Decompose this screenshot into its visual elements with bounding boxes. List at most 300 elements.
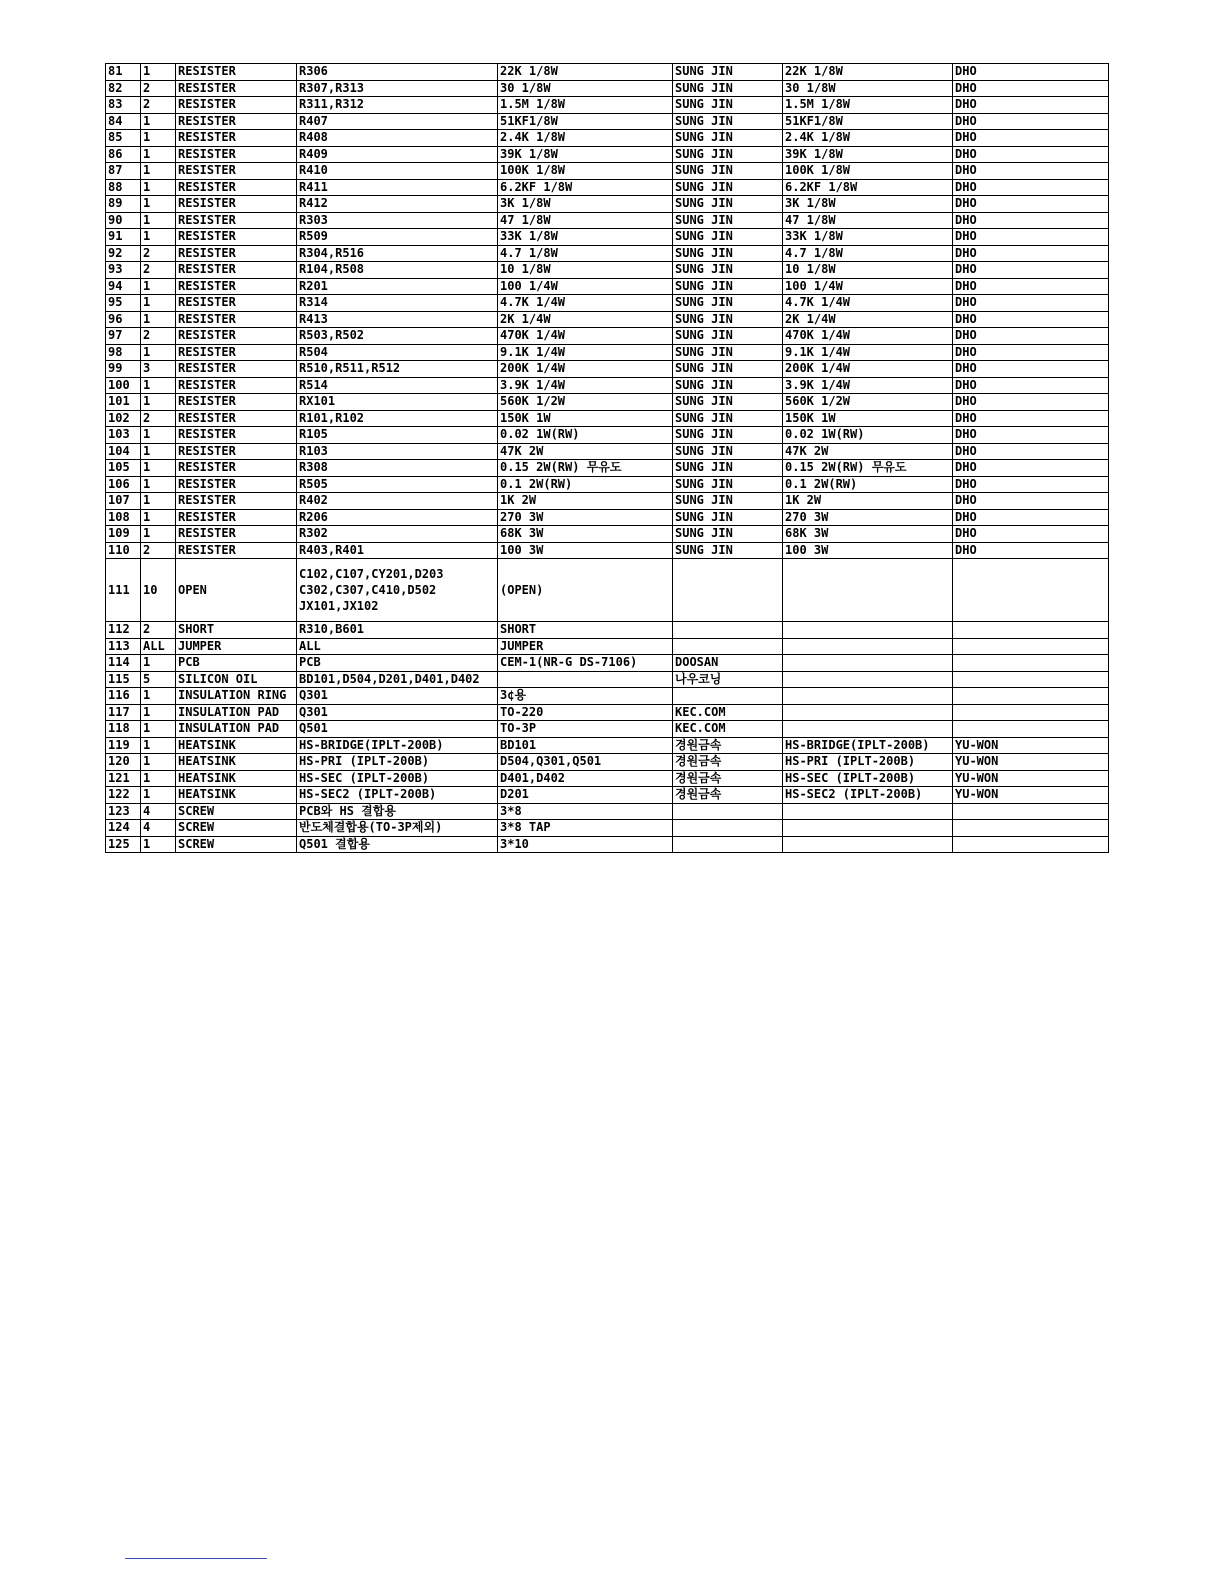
- cell-ref-designator: R409: [297, 146, 498, 163]
- table-row: [106, 460, 1109, 477]
- table-row: [106, 622, 1109, 639]
- cell-item-no: 112: [106, 622, 141, 639]
- cell-ref-designator: HS-SEC (IPLT-200B): [297, 770, 498, 787]
- cell-maker: SUNG JIN: [673, 179, 783, 196]
- cell-part-name: RESISTER: [176, 113, 297, 130]
- cell-qty: 1: [141, 688, 176, 705]
- cell-qty: 2: [141, 328, 176, 345]
- cell-qty: 1: [141, 295, 176, 312]
- cell-supplier: DHO: [953, 113, 1109, 130]
- cell-maker-spec: [783, 820, 953, 837]
- cell-spec: D504,Q301,Q501: [498, 754, 673, 771]
- table-row: [106, 787, 1109, 804]
- table-row: [106, 655, 1109, 672]
- cell-spec: 100 3W: [498, 542, 673, 559]
- cell-maker-spec: 30 1/8W: [783, 80, 953, 97]
- cell-maker-spec: 0.1 2W(RW): [783, 476, 953, 493]
- table-row: [106, 476, 1109, 493]
- cell-ref-designator: R314: [297, 295, 498, 312]
- cell-supplier: DHO: [953, 443, 1109, 460]
- cell-maker-spec: 270 3W: [783, 509, 953, 526]
- cell-item-no: 85: [106, 130, 141, 147]
- cell-qty: 1: [141, 130, 176, 147]
- cell-ref-designator: R412: [297, 196, 498, 213]
- cell-qty: 2: [141, 542, 176, 559]
- cell-ref-designator: R402: [297, 493, 498, 510]
- cell-supplier: DHO: [953, 509, 1109, 526]
- cell-part-name: PCB: [176, 655, 297, 672]
- cell-maker: DOOSAN: [673, 655, 783, 672]
- cell-supplier: DHO: [953, 394, 1109, 411]
- cell-qty: 2: [141, 97, 176, 114]
- cell-ref-designator: R101,R102: [297, 410, 498, 427]
- cell-spec: 150K 1W: [498, 410, 673, 427]
- cell-ref-designator: Q301: [297, 688, 498, 705]
- table-row: [106, 704, 1109, 721]
- cell-item-no: 84: [106, 113, 141, 130]
- cell-maker-spec: 0.15 2W(RW) 무유도: [783, 460, 953, 477]
- cell-part-name: RESISTER: [176, 443, 297, 460]
- cell-qty: 2: [141, 80, 176, 97]
- cell-qty: 2: [141, 410, 176, 427]
- cell-maker: [673, 559, 783, 622]
- cell-maker: [673, 688, 783, 705]
- cell-item-no: 88: [106, 179, 141, 196]
- cell-maker: SUNG JIN: [673, 196, 783, 213]
- cell-spec: 3*8: [498, 803, 673, 820]
- cell-part-name: RESISTER: [176, 509, 297, 526]
- cell-supplier: YU-WON: [953, 737, 1109, 754]
- cell-maker: SUNG JIN: [673, 476, 783, 493]
- cell-spec: 51KF1/8W: [498, 113, 673, 130]
- cell-maker-spec: 3.9K 1/4W: [783, 377, 953, 394]
- cell-supplier: [953, 638, 1109, 655]
- cell-maker: SUNG JIN: [673, 443, 783, 460]
- cell-maker-spec: [783, 559, 953, 622]
- cell-part-name: RESISTER: [176, 146, 297, 163]
- table-row: [106, 130, 1109, 147]
- cell-qty: 4: [141, 803, 176, 820]
- cell-spec: 1K 2W: [498, 493, 673, 510]
- cell-part-name: SILICON OIL: [176, 671, 297, 688]
- cell-supplier: YU-WON: [953, 754, 1109, 771]
- cell-qty: 1: [141, 836, 176, 853]
- cell-ref-designator: R307,R313: [297, 80, 498, 97]
- cell-spec: 4.7 1/8W: [498, 245, 673, 262]
- cell-ref-designator: Q501 결합용: [297, 836, 498, 853]
- cell-maker-spec: [783, 721, 953, 738]
- cell-qty: 1: [141, 64, 176, 81]
- cell-ref-designator: 반도체결합용(TO-3P제외): [297, 820, 498, 837]
- cell-item-no: 123: [106, 803, 141, 820]
- cell-maker: [673, 820, 783, 837]
- cell-part-name: RESISTER: [176, 262, 297, 279]
- cell-ref-designator: Q301: [297, 704, 498, 721]
- cell-maker: SUNG JIN: [673, 146, 783, 163]
- cell-spec: D201: [498, 787, 673, 804]
- cell-maker: SUNG JIN: [673, 262, 783, 279]
- cell-spec: D401,D402: [498, 770, 673, 787]
- cell-ref-designator: HS-SEC2 (IPLT-200B): [297, 787, 498, 804]
- cell-qty: 1: [141, 460, 176, 477]
- cell-item-no: 94: [106, 278, 141, 295]
- cell-supplier: DHO: [953, 493, 1109, 510]
- cell-maker-spec: 1.5M 1/8W: [783, 97, 953, 114]
- cell-spec: 30 1/8W: [498, 80, 673, 97]
- table-row: [106, 377, 1109, 394]
- cell-maker-spec: 33K 1/8W: [783, 229, 953, 246]
- bom-table: [105, 63, 1109, 853]
- cell-item-no: 96: [106, 311, 141, 328]
- cell-part-name: INSULATION RING: [176, 688, 297, 705]
- cell-maker-spec: [783, 803, 953, 820]
- cell-spec: 0.15 2W(RW) 무유도: [498, 460, 673, 477]
- cell-maker: SUNG JIN: [673, 130, 783, 147]
- cell-maker: [673, 622, 783, 639]
- table-row: [106, 820, 1109, 837]
- cell-maker: SUNG JIN: [673, 542, 783, 559]
- cell-spec: 47K 2W: [498, 443, 673, 460]
- cell-spec: 3.9K 1/4W: [498, 377, 673, 394]
- cell-maker: SUNG JIN: [673, 427, 783, 444]
- cell-supplier: DHO: [953, 163, 1109, 180]
- cell-part-name: RESISTER: [176, 295, 297, 312]
- cell-qty: 1: [141, 493, 176, 510]
- cell-item-no: 86: [106, 146, 141, 163]
- cell-part-name: JUMPER: [176, 638, 297, 655]
- cell-spec: 22K 1/8W: [498, 64, 673, 81]
- cell-spec: 2K 1/4W: [498, 311, 673, 328]
- cell-spec: BD101: [498, 737, 673, 754]
- cell-ref-designator: R303: [297, 212, 498, 229]
- cell-qty: 2: [141, 245, 176, 262]
- cell-ref-designator: R413: [297, 311, 498, 328]
- cell-supplier: DHO: [953, 328, 1109, 345]
- cell-spec: 0.02 1W(RW): [498, 427, 673, 444]
- cell-supplier: [953, 559, 1109, 622]
- cell-qty: 1: [141, 526, 176, 543]
- cell-maker-spec: HS-PRI (IPLT-200B): [783, 754, 953, 771]
- cell-spec: TO-220: [498, 704, 673, 721]
- table-row: [106, 278, 1109, 295]
- cell-part-name: SCREW: [176, 803, 297, 820]
- cell-maker-spec: [783, 671, 953, 688]
- cell-supplier: DHO: [953, 460, 1109, 477]
- cell-maker: 경원금속: [673, 754, 783, 771]
- cell-ref-designator: R408: [297, 130, 498, 147]
- cell-item-no: 90: [106, 212, 141, 229]
- cell-ref-designator: ALL: [297, 638, 498, 655]
- cell-part-name: RESISTER: [176, 245, 297, 262]
- cell-part-name: RESISTER: [176, 229, 297, 246]
- cell-supplier: DHO: [953, 295, 1109, 312]
- cell-ref-designator: PCB와 HS 결합용: [297, 803, 498, 820]
- cell-item-no: 111: [106, 559, 141, 622]
- cell-qty: 2: [141, 262, 176, 279]
- cell-spec: 0.1 2W(RW): [498, 476, 673, 493]
- cell-qty: 1: [141, 278, 176, 295]
- cell-maker-spec: 0.02 1W(RW): [783, 427, 953, 444]
- cell-maker: SUNG JIN: [673, 344, 783, 361]
- cell-item-no: 81: [106, 64, 141, 81]
- cell-item-no: 115: [106, 671, 141, 688]
- cell-maker: SUNG JIN: [673, 526, 783, 543]
- cell-supplier: DHO: [953, 410, 1109, 427]
- cell-part-name: INSULATION PAD: [176, 704, 297, 721]
- cell-maker-spec: 200K 1/4W: [783, 361, 953, 378]
- table-row: [106, 493, 1109, 510]
- cell-qty: ALL: [141, 638, 176, 655]
- cell-part-name: SCREW: [176, 836, 297, 853]
- cell-maker-spec: [783, 622, 953, 639]
- cell-spec: CEM-1(NR-G DS-7106): [498, 655, 673, 672]
- table-row: [106, 754, 1109, 771]
- cell-spec: 2.4K 1/8W: [498, 130, 673, 147]
- cell-item-no: 92: [106, 245, 141, 262]
- cell-spec: 6.2KF 1/8W: [498, 179, 673, 196]
- cell-maker: SUNG JIN: [673, 295, 783, 312]
- cell-maker: SUNG JIN: [673, 245, 783, 262]
- cell-ref-designator: R514: [297, 377, 498, 394]
- cell-supplier: DHO: [953, 64, 1109, 81]
- cell-item-no: 113: [106, 638, 141, 655]
- cell-qty: 1: [141, 344, 176, 361]
- cell-qty: 3: [141, 361, 176, 378]
- cell-qty: 1: [141, 427, 176, 444]
- cell-supplier: DHO: [953, 179, 1109, 196]
- table-row: [106, 311, 1109, 328]
- cell-qty: 1: [141, 509, 176, 526]
- cell-maker-spec: 3K 1/8W: [783, 196, 953, 213]
- cell-spec: 33K 1/8W: [498, 229, 673, 246]
- table-row: [106, 245, 1109, 262]
- cell-part-name: HEATSINK: [176, 770, 297, 787]
- cell-maker: SUNG JIN: [673, 311, 783, 328]
- cell-maker-spec: 100 1/4W: [783, 278, 953, 295]
- cell-part-name: OPEN: [176, 559, 297, 622]
- cell-maker-spec: 2K 1/4W: [783, 311, 953, 328]
- cell-part-name: RESISTER: [176, 80, 297, 97]
- cell-qty: 1: [141, 754, 176, 771]
- table-row: [106, 361, 1109, 378]
- table-row: [106, 770, 1109, 787]
- cell-item-no: 107: [106, 493, 141, 510]
- cell-spec: 10 1/8W: [498, 262, 673, 279]
- cell-maker-spec: 470K 1/4W: [783, 328, 953, 345]
- cell-part-name: RESISTER: [176, 476, 297, 493]
- table-row: [106, 262, 1109, 279]
- cell-maker-spec: 1K 2W: [783, 493, 953, 510]
- cell-item-no: 83: [106, 97, 141, 114]
- cell-maker-spec: 100 3W: [783, 542, 953, 559]
- bom-table-body: [106, 64, 1109, 853]
- cell-maker: SUNG JIN: [673, 64, 783, 81]
- cell-ref-designator: HS-PRI (IPLT-200B): [297, 754, 498, 771]
- cell-spec: JUMPER: [498, 638, 673, 655]
- cell-item-no: 100: [106, 377, 141, 394]
- table-row: [106, 737, 1109, 754]
- cell-maker: SUNG JIN: [673, 113, 783, 130]
- cell-part-name: RESISTER: [176, 328, 297, 345]
- cell-item-no: 103: [106, 427, 141, 444]
- cell-part-name: RESISTER: [176, 377, 297, 394]
- cell-qty: 2: [141, 622, 176, 639]
- cell-spec: 3K 1/8W: [498, 196, 673, 213]
- cell-qty: 1: [141, 212, 176, 229]
- cell-spec: 200K 1/4W: [498, 361, 673, 378]
- cell-qty: 5: [141, 671, 176, 688]
- cell-qty: 1: [141, 770, 176, 787]
- cell-maker: SUNG JIN: [673, 229, 783, 246]
- table-row: [106, 212, 1109, 229]
- cell-supplier: DHO: [953, 526, 1109, 543]
- cell-part-name: RESISTER: [176, 344, 297, 361]
- cell-qty: 1: [141, 737, 176, 754]
- cell-supplier: DHO: [953, 80, 1109, 97]
- cell-item-no: 121: [106, 770, 141, 787]
- cell-item-no: 87: [106, 163, 141, 180]
- cell-supplier: DHO: [953, 361, 1109, 378]
- cell-qty: 1: [141, 196, 176, 213]
- cell-ref-designator: R206: [297, 509, 498, 526]
- cell-supplier: DHO: [953, 212, 1109, 229]
- cell-qty: 1: [141, 704, 176, 721]
- cell-item-no: 125: [106, 836, 141, 853]
- cell-supplier: [953, 704, 1109, 721]
- cell-maker: SUNG JIN: [673, 493, 783, 510]
- cell-spec: 68K 3W: [498, 526, 673, 543]
- table-row: [106, 688, 1109, 705]
- cell-item-no: 91: [106, 229, 141, 246]
- cell-item-no: 95: [106, 295, 141, 312]
- cell-item-no: 114: [106, 655, 141, 672]
- cell-ref-designator: R201: [297, 278, 498, 295]
- cell-maker: SUNG JIN: [673, 509, 783, 526]
- cell-part-name: RESISTER: [176, 394, 297, 411]
- cell-supplier: [953, 721, 1109, 738]
- cell-maker: SUNG JIN: [673, 212, 783, 229]
- table-row: [106, 113, 1109, 130]
- table-row: [106, 803, 1109, 820]
- table-row: [106, 394, 1109, 411]
- cell-ref-designator: R504: [297, 344, 498, 361]
- cell-maker: SUNG JIN: [673, 460, 783, 477]
- cell-part-name: RESISTER: [176, 460, 297, 477]
- cell-maker-spec: [783, 688, 953, 705]
- cell-maker-spec: 100K 1/8W: [783, 163, 953, 180]
- cell-part-name: RESISTER: [176, 163, 297, 180]
- cell-ref-designator: R304,R516: [297, 245, 498, 262]
- cell-ref-designator: R503,R502: [297, 328, 498, 345]
- cell-maker: KEC.COM: [673, 704, 783, 721]
- cell-item-no: 89: [106, 196, 141, 213]
- cell-maker-spec: [783, 836, 953, 853]
- cell-spec: 270 3W: [498, 509, 673, 526]
- cell-spec: 560K 1/2W: [498, 394, 673, 411]
- cell-supplier: DHO: [953, 245, 1109, 262]
- cell-maker-spec: 68K 3W: [783, 526, 953, 543]
- cell-qty: 1: [141, 229, 176, 246]
- cell-maker: 경원금속: [673, 737, 783, 754]
- cell-spec: 470K 1/4W: [498, 328, 673, 345]
- table-row: [106, 443, 1109, 460]
- table-row: [106, 559, 1109, 622]
- cell-part-name: RESISTER: [176, 526, 297, 543]
- cell-supplier: [953, 655, 1109, 672]
- cell-part-name: RESISTER: [176, 493, 297, 510]
- cell-maker-spec: 4.7 1/8W: [783, 245, 953, 262]
- cell-maker: SUNG JIN: [673, 80, 783, 97]
- table-row: [106, 295, 1109, 312]
- cell-spec: 3*10: [498, 836, 673, 853]
- cell-ref-designator: BD101,D504,D201,D401,D402: [297, 671, 498, 688]
- cell-spec: 39K 1/8W: [498, 146, 673, 163]
- cell-maker: [673, 836, 783, 853]
- cell-ref-designator: R103: [297, 443, 498, 460]
- cell-maker-spec: 560K 1/2W: [783, 394, 953, 411]
- cell-maker: SUNG JIN: [673, 361, 783, 378]
- cell-item-no: 106: [106, 476, 141, 493]
- cell-supplier: DHO: [953, 311, 1109, 328]
- cell-qty: 1: [141, 476, 176, 493]
- cell-maker: [673, 638, 783, 655]
- cell-item-no: 117: [106, 704, 141, 721]
- cell-ref-designator: C102,C107,CY201,D203 C302,C307,C410,D502 JX101,JX102: [297, 559, 498, 622]
- cell-ref-designator: R410: [297, 163, 498, 180]
- cell-part-name: RESISTER: [176, 278, 297, 295]
- cell-ref-designator: R407: [297, 113, 498, 130]
- table-row: [106, 836, 1109, 853]
- cell-item-no: 98: [106, 344, 141, 361]
- cell-supplier: DHO: [953, 542, 1109, 559]
- cell-supplier: DHO: [953, 262, 1109, 279]
- cell-maker: SUNG JIN: [673, 377, 783, 394]
- table-row: [106, 344, 1109, 361]
- cell-maker-spec: [783, 638, 953, 655]
- cell-qty: 1: [141, 179, 176, 196]
- cell-maker-spec: HS-SEC (IPLT-200B): [783, 770, 953, 787]
- cell-supplier: [953, 622, 1109, 639]
- table-row: [106, 229, 1109, 246]
- cell-maker-spec: 47 1/8W: [783, 212, 953, 229]
- cell-supplier: DHO: [953, 97, 1109, 114]
- cell-maker: [673, 803, 783, 820]
- cell-spec: 100 1/4W: [498, 278, 673, 295]
- footer-underline: [125, 1558, 267, 1559]
- cell-qty: 1: [141, 377, 176, 394]
- cell-spec: 47 1/8W: [498, 212, 673, 229]
- cell-item-no: 119: [106, 737, 141, 754]
- cell-maker: SUNG JIN: [673, 394, 783, 411]
- cell-maker-spec: HS-BRIDGE(IPLT-200B): [783, 737, 953, 754]
- cell-supplier: [953, 820, 1109, 837]
- cell-item-no: 122: [106, 787, 141, 804]
- cell-maker: 나우코닝: [673, 671, 783, 688]
- cell-item-no: 93: [106, 262, 141, 279]
- cell-qty: 1: [141, 655, 176, 672]
- cell-ref-designator: RX101: [297, 394, 498, 411]
- cell-part-name: RESISTER: [176, 130, 297, 147]
- cell-qty: 1: [141, 394, 176, 411]
- cell-maker: 경원금속: [673, 787, 783, 804]
- cell-spec: 3¢용: [498, 688, 673, 705]
- cell-supplier: [953, 688, 1109, 705]
- cell-spec: 4.7K 1/4W: [498, 295, 673, 312]
- cell-ref-designator: PCB: [297, 655, 498, 672]
- cell-maker-spec: 2.4K 1/8W: [783, 130, 953, 147]
- table-row: [106, 163, 1109, 180]
- cell-ref-designator: R411: [297, 179, 498, 196]
